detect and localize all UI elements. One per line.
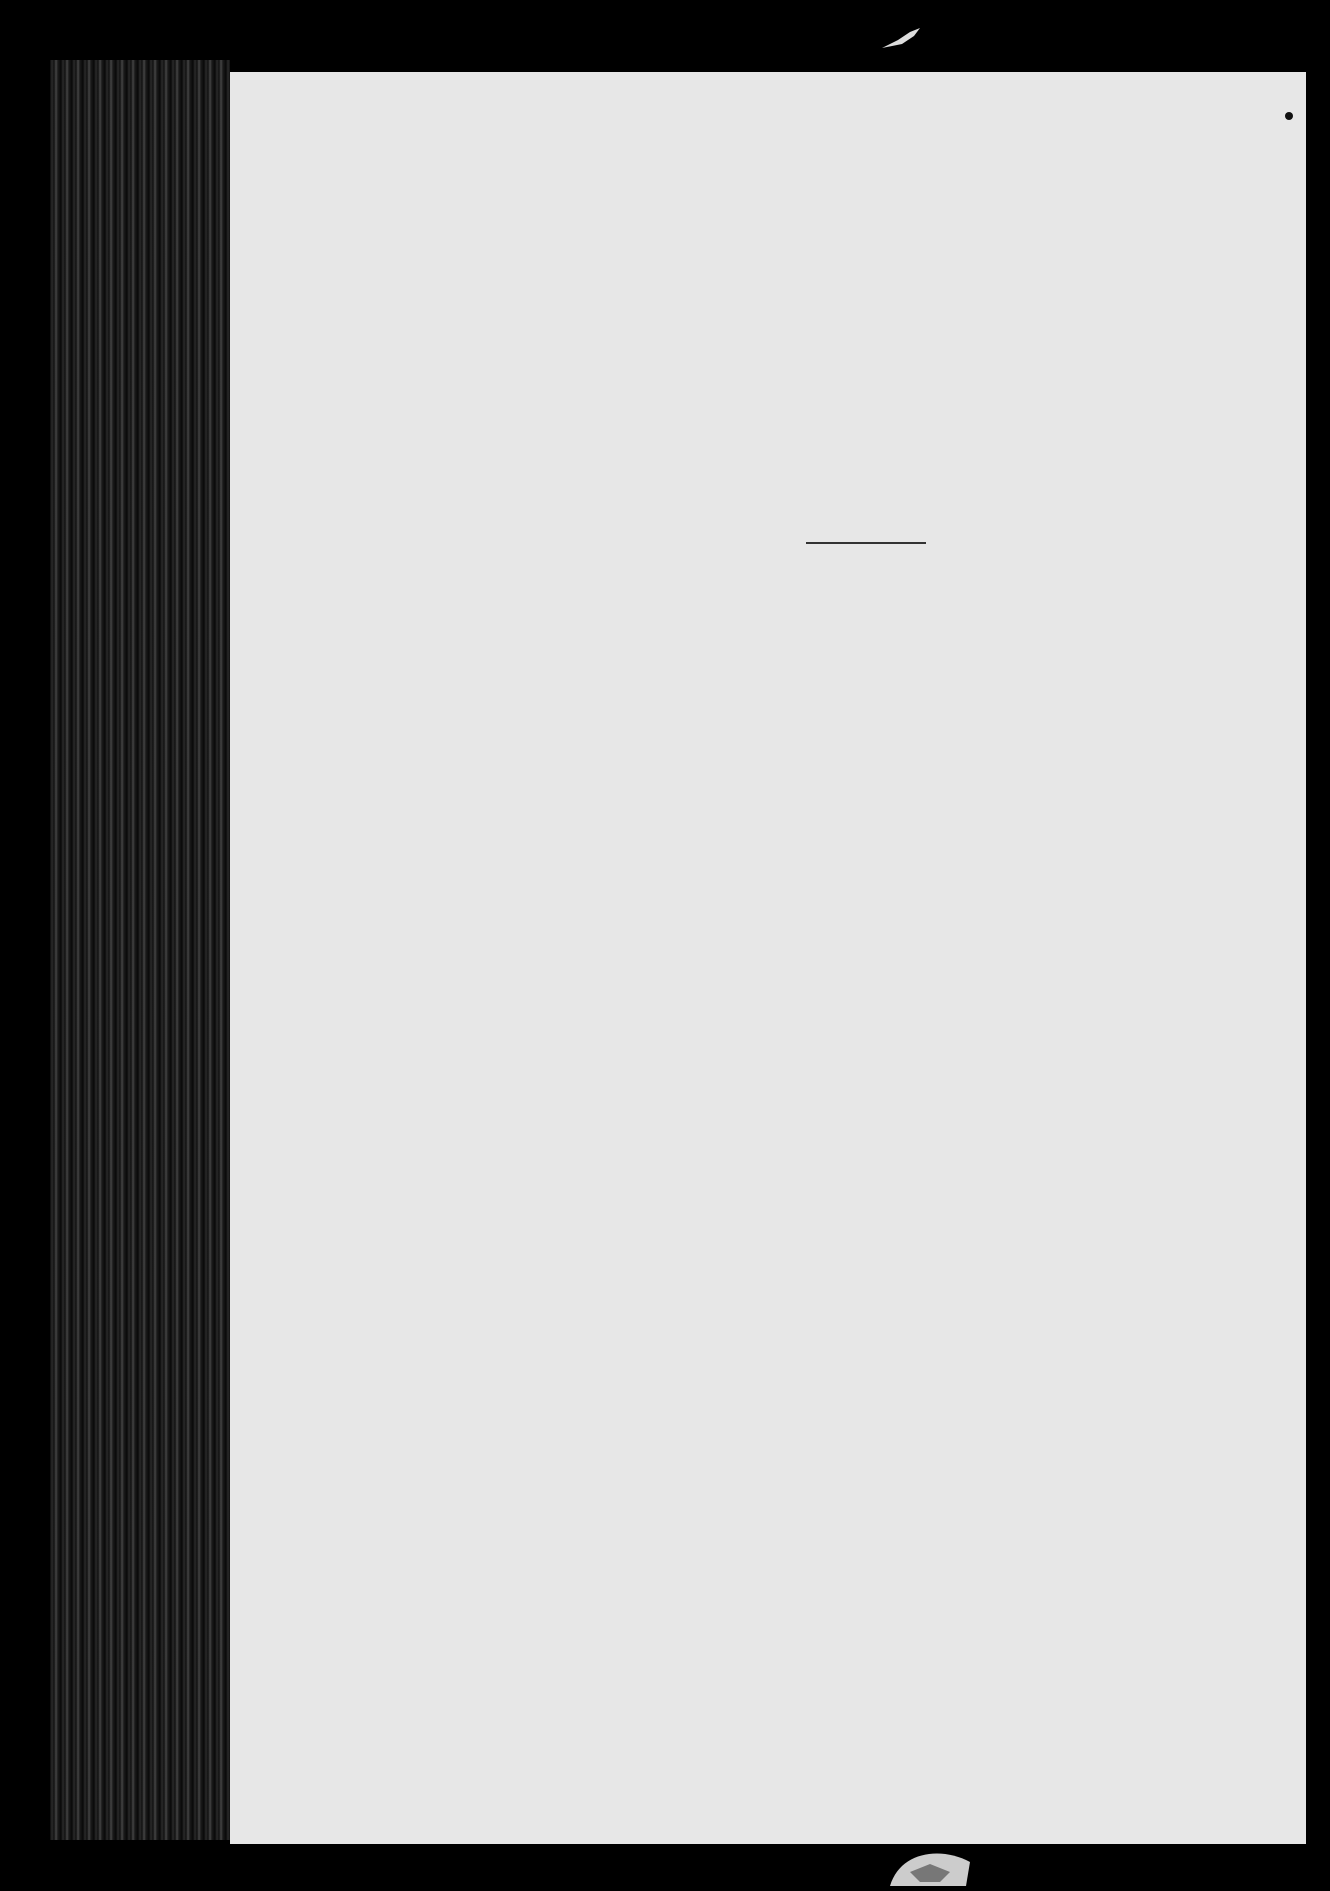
- scan-mark-top: [880, 26, 922, 52]
- scan-edge: [1306, 60, 1330, 1850]
- book-spine: [50, 60, 230, 1840]
- section-divider: [806, 542, 926, 544]
- running-head: [520, 238, 1030, 288]
- book-page: [230, 72, 1306, 1844]
- scan-mark-bottom: [880, 1842, 980, 1890]
- ink-dot: [1285, 112, 1293, 120]
